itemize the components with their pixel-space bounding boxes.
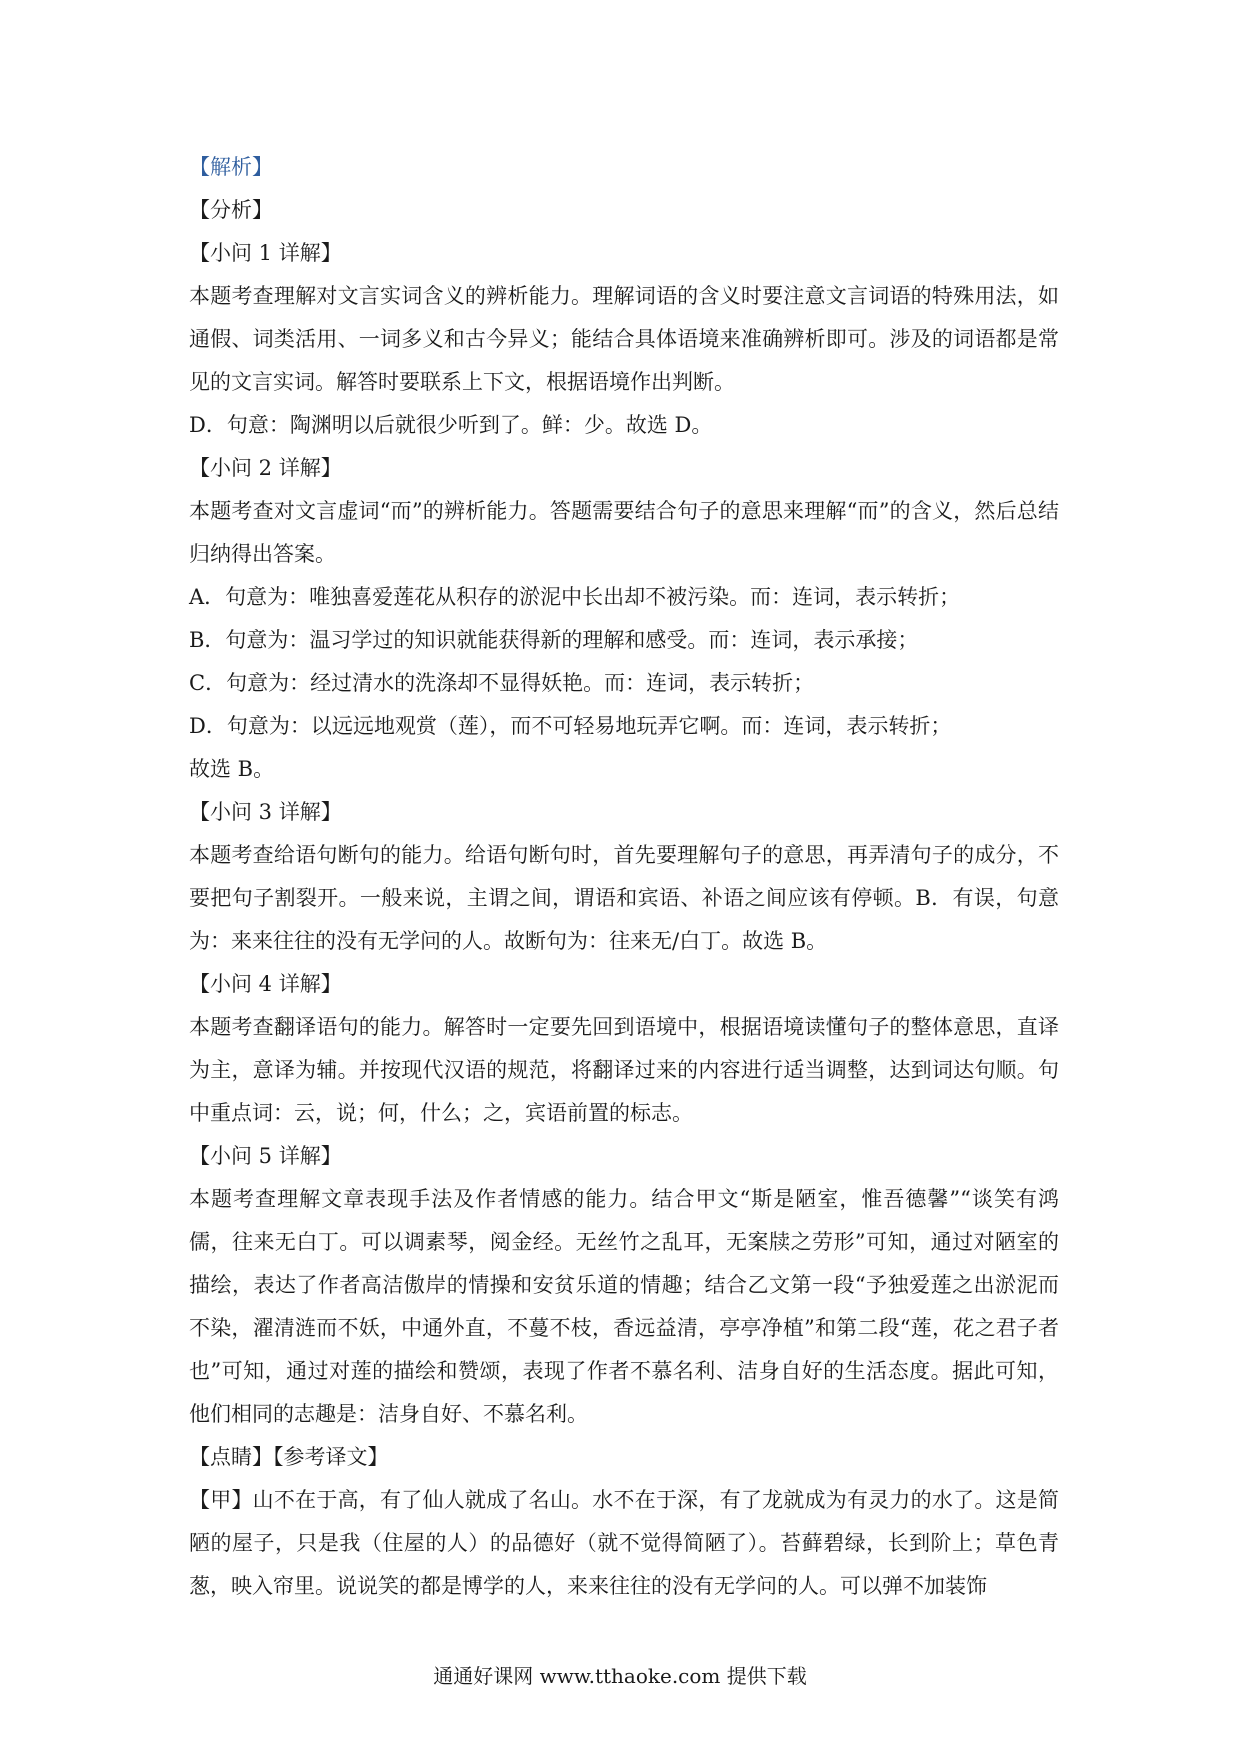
fenxi-label: 【分析】 bbox=[189, 198, 273, 222]
page-footer: 通通好课网 www.tthaoke.com 提供下载 bbox=[433, 1664, 807, 1688]
q3-heading: 【小问 3 详解】 bbox=[189, 800, 342, 824]
q1-heading: 【小问 1 详解】 bbox=[189, 241, 342, 265]
q2-body: 本题考查对文言虚词“而”的辨析能力。答题需要结合句子的意思来理解“而”的含义，然后总结归纳得出答案。 bbox=[189, 499, 1059, 566]
q2-option-a: A．句意为：唯独喜爱莲花从积存的淤泥中长出却不被污染。而：连词，表示转折； bbox=[189, 585, 961, 609]
q5-body: 本题考查理解文章表现手法及作者情感的能力。结合甲文“斯是陋室，惟吾德馨”“谈笑有鸿儒，往来无白丁。可以调素琴，阅金经。无丝竹之乱耳，无案牍之劳形”可知，通过对陋室的描绘，表达了作者高洁傲岸的情操和安贫乐道的情趣；结合乙文第一段“予独爱莲之出淤泥而不染，濯清涟而不妖，中通外直，不蔓不枝，香远益清，亭亭净植”和第二段“莲，花之君子者也”可知，通过对莲的描绘和赞颂，表现了作者不慕名利、洁身自好的生活态度。据此可知，他们相同的志趣是：洁身自好、不慕名利。 bbox=[189, 1187, 1059, 1426]
q4-body: 本题考查翻译语句的能力。解答时一定要先回到语境中，根据语境读懂句子的整体意思，直译为主，意译为辅。并按现代汉语的规范，将翻译过来的内容进行适当调整，达到词达句顺。句中重点词：云，说；何，什么；之，宾语前置的标志。 bbox=[189, 1015, 1059, 1125]
q5-heading: 【小问 5 详解】 bbox=[189, 1144, 342, 1168]
q3-body: 本题考查给语句断句的能力。给语句断句时，首先要理解句子的意思，再弄清句子的成分，不要把句子割裂开。一般来说，主谓之间，谓语和宾语、补语之间应该有停顿。B．有误，句意为：来来往往的没有无学问的人。故断句为：往来无/白丁。故选 B。 bbox=[189, 843, 1059, 953]
dianjing-heading: 【点睛】【参考译文】 bbox=[189, 1445, 389, 1469]
q2-option-d: D．句意为：以远远地观赏（莲），而不可轻易地玩弄它啊。而：连词，表示转折； bbox=[189, 714, 952, 738]
q2-conclusion: 故选 B。 bbox=[189, 757, 275, 781]
document-content bbox=[189, 146, 1059, 1608]
q4-heading: 【小问 4 详解】 bbox=[189, 972, 342, 996]
q2-option-c: C．句意为：经过清水的洗涤却不显得妖艳。而：连词，表示转折； bbox=[189, 671, 815, 695]
q2-heading: 【小问 2 详解】 bbox=[189, 456, 342, 480]
q1-body: 本题考查理解对文言实词含义的辨析能力。理解词语的含义时要注意文言词语的特殊用法，如通假、词类活用、一词多义和古今异义；能结合具体语境来准确辨析即可。涉及的词语都是常见的文言实词。解答时要联系上下文，根据语境作出判断。 bbox=[189, 284, 1059, 394]
dianjing-body: 【甲】山不在于高，有了仙人就成了名山。水不在于深，有了龙就成为有灵力的水了。这是简陋的屋子，只是我（住屋的人）的品德好（就不觉得简陋了）。苔藓碧绿，长到阶上；草色青葱，映入帘里。说说笑的都是博学的人，来来往往的没有无学问的人。可以弹不加装饰 bbox=[189, 1488, 1059, 1598]
analysis-label[interactable]: 【解析】 bbox=[189, 155, 273, 179]
q1-answer: D．句意：陶渊明以后就很少听到了。鲜：少。故选 D。 bbox=[189, 413, 713, 437]
q2-option-b: B．句意为：温习学过的知识就能获得新的理解和感受。而：连词，表示承接； bbox=[189, 628, 919, 652]
